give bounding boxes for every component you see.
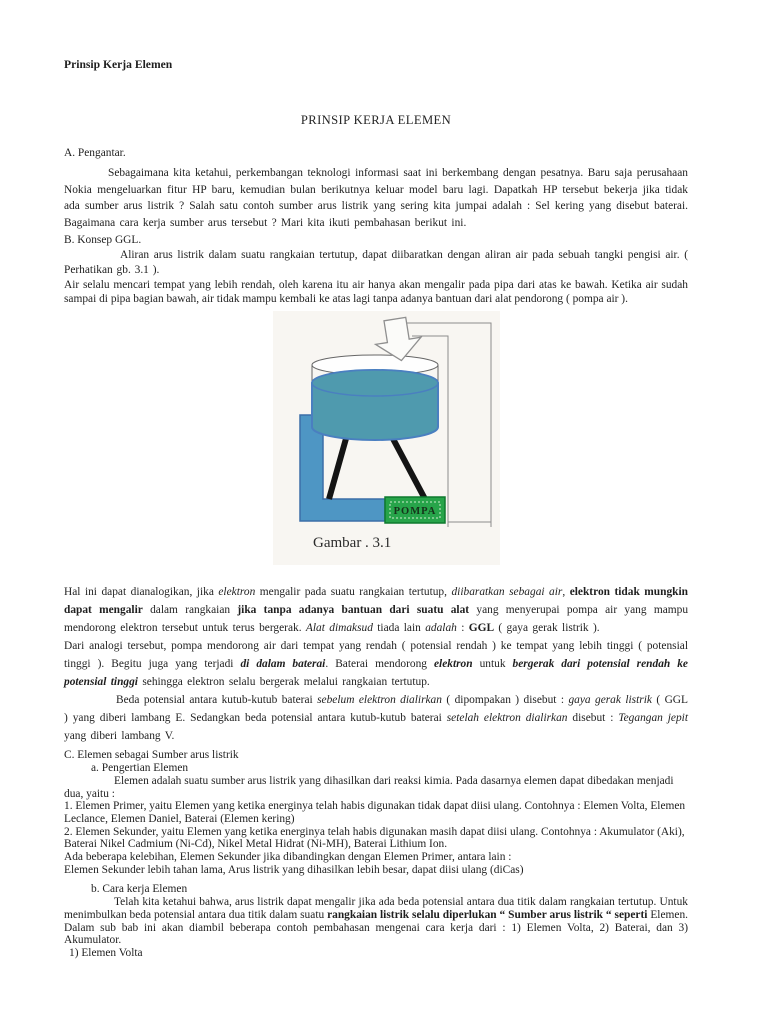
section-c-item-1: 1. Elemen Primer, yaitu Elemen yang ketika energinya telah habis digunakan tidak dapat diisi ulang. Contohnya : Elemen Volta, Elemen Leclance, Elemen Daniel, Baterai (Elemen kering) xyxy=(64,800,686,825)
section-a-heading: A. Pengantar. xyxy=(64,147,126,159)
water-tank-pump-diagram xyxy=(273,311,500,565)
section-c-extra-2: Elemen Sekunder lebih tahan lama, Arus listrik yang dihasilkan lebih besar, dapat diisi ulang (diCas) xyxy=(64,863,524,876)
document-page xyxy=(64,0,688,960)
pump-box xyxy=(385,497,445,523)
pump-label: POMPA xyxy=(393,506,437,518)
section-b-paragraph-2: Air selalu mencari tempat yang lebih rendah, oleh karena itu air hanya akan mengalir pada pipa dari atas ke bawah. Ketika air sudah sampai di pipa bagian bawah, air tidak mampu kembali ke atas lagi tanpa adanya bantuan dari alat pendorong ( pompa air ). xyxy=(64,279,688,306)
section-b-paragraph-1: Aliran arus listrik dalam suatu rangkaian tertutup, dapat diibaratkan dengan aliran air pada sebuah tangki pengisi air. ( Perhatikan gb. 3.1 ). xyxy=(64,249,688,276)
section-d-paragraph: Telah kita ketahui bahwa, arus listrik dapat mengalir jika ada beda potensial antara dua titik dalam rangkaian tertutup. Untuk menimbulkan beda potensial antara dua titik dalam suatu rangkaian listrik selalu diperlukan “ Sumber arus listrik “ seperti Elemen. Dalam sub bab ini akan diambil beberapa contoh pembahasan mengenai cara kerja dari : 1) Elemen Volta, 2) Baterai, dan 3) Akumulator. xyxy=(64,896,688,947)
section-c-item-2: 2. Elemen Sekunder, yaitu Elemen yang ketika energinya telah habis digunakan masih dapat diisi ulang. Contohnya : Akumulator (Aki), Baterai Nikel Cadmium (Ni-Cd), Nikel Metal Hidrat (Ni-MH), Baterai Lithium Ion. xyxy=(64,825,685,851)
section-c-intro: Elemen adalah suatu sumber arus listrik yang dihasilkan dari reaksi kimia. Pada dasarnya elemen dapat dibedakan menjadi dua, yaitu : xyxy=(64,774,674,800)
section-d-last-line: 1) Elemen Volta xyxy=(69,946,143,959)
section-b-heading: B. Konsep GGL. xyxy=(64,234,142,246)
section-d-sub-b: b. Cara kerja Elemen xyxy=(91,883,188,896)
figure-caption: Gambar . 3.1 xyxy=(313,535,392,552)
analogy-paragraph-3: Beda potensial antara kutub-kutub baterai sebelum elektron dialirkan ( dipompakan ) disebut : gaya gerak listrik ( GGL ) yang diberi lambang E. Sedangkan beda potensial antara kutub-kutub baterai setelah elektron dialirkan disebut : Tegangan jepit yang diberi lambang V. xyxy=(64,694,689,743)
page-title: PRINSIP KERJA ELEMEN xyxy=(300,113,452,127)
figure-3-1 xyxy=(273,311,500,565)
analogy-paragraph-1: Hal ini dapat dianalogikan, jika elektron mengalir pada suatu rangkaian tertutup, diibaratkan sebagai air, elektron tidak mungkin dapat mengalir dalam rangkaian jika tanpa adanya bantuan dari suatu alat yang menyerupai pompa air yang mampu mendorong elektron tersebut untuk terus bergerak. Alat dimaksud tiada lain adalah : GGL ( gaya gerak listrik ). xyxy=(64,586,689,635)
section-c-extra-1: Ada beberapa kelebihan, Elemen Sekunder jika dibandingkan dengan Elemen Primer, antara lain : xyxy=(64,851,512,864)
page-header-label: Prinsip Kerja Elemen xyxy=(64,58,173,71)
section-c-heading: C. Elemen sebagai Sumber arus listrik xyxy=(64,749,239,762)
section-a-paragraph: Sebagaimana kita ketahui, perkembangan teknologi informasi saat ini berkembang dengan pesatnya. Baru saja perusahaan Nokia mengeluarkan fitur HP baru, kemudian bulan berikutnya keluar model baru lagi. Dapatkah HP tersebut bekerja jika tidak ada sumber arus listrik ? Salah satu contoh sumber arus listrik yang sering kita jumpai adalah : Sel kering yang disebut baterai. Bagaimana cara kerja sumber arus tersebut ? Mari kita ikuti pembahasan berikut ini. xyxy=(64,167,688,229)
water-surface xyxy=(312,370,438,396)
analogy-paragraph-2: Dari analogi tersebut, pompa mendorong air dari tempat yang rendah ( potensial rendah ) ke tempat yang lebih tinggi ( potensial tinggi ). Begitu juga yang terjadi di dalam baterai. Baterai mendorong elektron untuk bergerak dari potensial rendah ke potensial tinggi sehingga elektron selalu bergerak melalui rangkaian tertutup. xyxy=(64,640,688,689)
section-c-sub-a: a. Pengertian Elemen xyxy=(91,762,189,775)
